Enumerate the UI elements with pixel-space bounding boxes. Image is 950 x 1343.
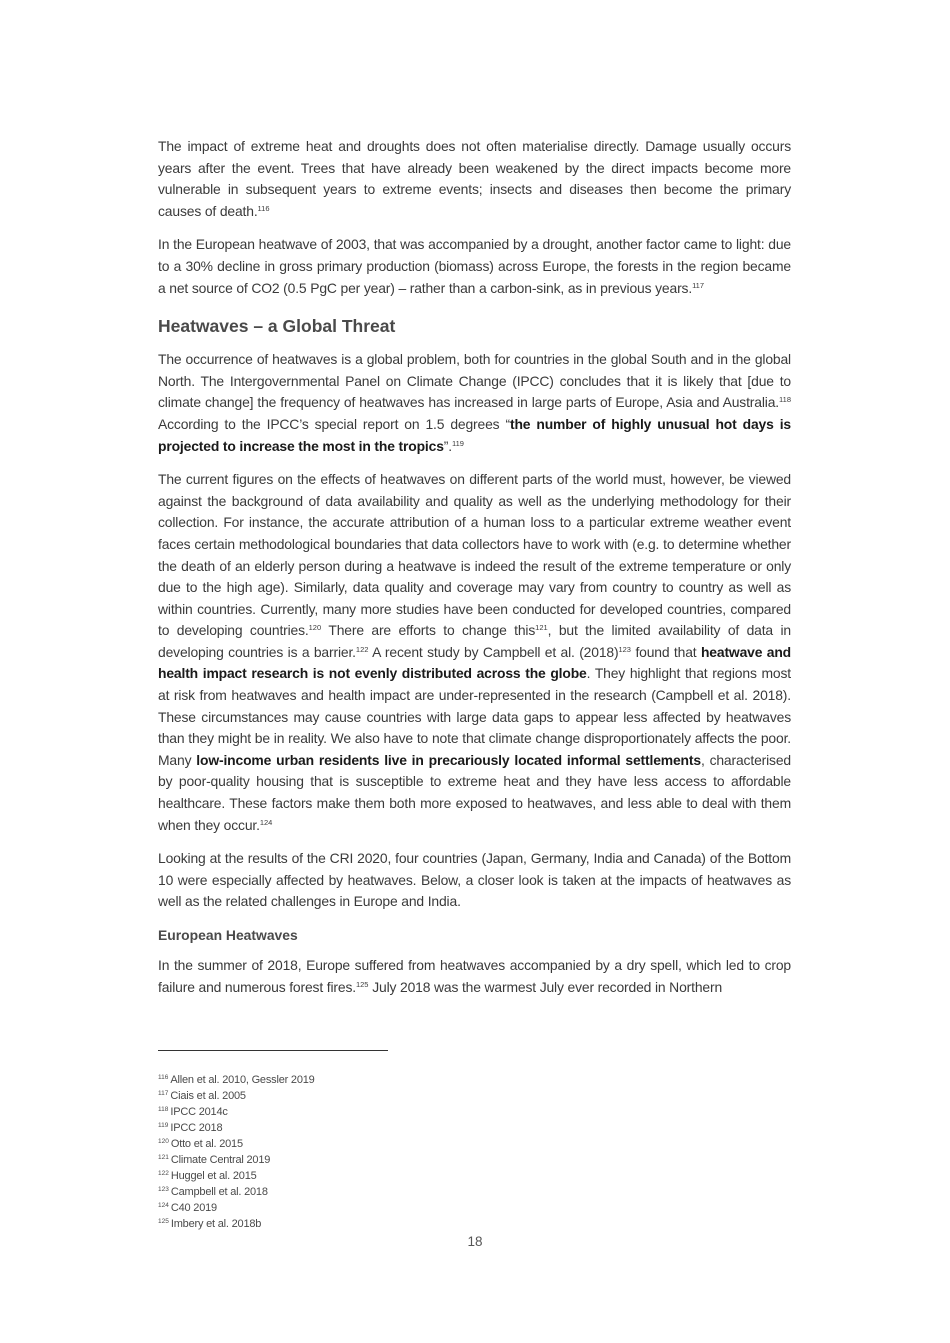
paragraph-global-problem: The occurrence of heatwaves is a global problem, both for countries in the global South and in the global North. The Intergovernmental Panel on Climate Change (IPCC) concludes that it is likely that [due to climate change] the frequency of heatwaves has increased in large parts of Europe, Asia and Australia.$^{118}$ According to the IPCC’s special report on 1.5 degrees “the number of highly unusual hot days is projected to increase the most in the tropics”.$^{119}$ (158, 351, 791, 454)
footnote-ref[interactable]: 116 (257, 203, 270, 213)
footnote-item: $^{121}$ Climate Central 2019 (158, 1154, 271, 1166)
footnote-ref[interactable]: 117 (692, 280, 705, 290)
footnote-item: $^{122}$ Huggel et al. 2015 (158, 1170, 257, 1182)
footnote-ref[interactable]: 120 (308, 623, 322, 633)
paragraph-summer-2018: In the summer of 2018, Europe suffered from heatwaves accompanied by a dry spell, which led to crop failure and numerous forest fires.$^{125}$ July 2018 was the warmest July ever recorded in Northern (158, 957, 791, 995)
footnote-ref[interactable]: 119 (451, 438, 464, 448)
footnote-ref[interactable]: 122 (355, 644, 369, 654)
paragraph-data-availability: The current figures on the effects of heatwaves on different parts of the world must, however, be viewed against the background of data availability and quality as well as the underlying methodology for their collection. For instance, the accurate attribution of a human loss to a particular extreme weather event faces certain methodological boundaries that data collectors have to work with (e.g. to determine whether the death of an elderly person during a heatwave is indeed the result of the extreme temperature or only due to the high age). Similarly, data quality and coverage may vary from country to country as well as within countries. Currently, many more studies have been conducted for developed countries, compared to developing countries.$^{120}$ There are efforts to change this$^{121}$, but the limited availability of data in developing countries is a barrier.$^{122}$ A recent study by Campbell et al. $(2018)^{123}$ found that heatwave and health impact research is not evenly distributed across the globe. They highlight that regions most at risk from heatwaves and health impact are under-represented in the research (Campbell et al. 2018). These circumstances may cause countries with large data gaps to appear less affected by heatwaves than they might be in reality. We also have to note that climate change disproportionately affects the poor. Many low-income urban residents live in precariously located informal settlements, characterised by poor-quality housing that is susceptible to extreme heat and they have less access to affordable healthcare. These factors make them both more exposed to heatwaves, and less able to deal with them when they occur.$^{124}$ (158, 471, 792, 833)
footnote-item: $^{119}$ IPCC 2018 (158, 1122, 223, 1134)
footnote-ref[interactable]: 123 (618, 644, 631, 654)
paragraph-heatwave-2003: In the European heatwave of 2003, that was accompanied by a drought, another factor came to light: due to a 30% decline in gross primary production (biomass) across Europe, the forests in the region became a net source of CO2 (0.5 PgC per year) – rather than a carbon-sink, as in previous years.$^{117}$ (158, 236, 791, 296)
footnote-ref[interactable]: 121 (535, 623, 548, 633)
footnote-item: $^{116}$ Allen et al. 2010, Gessler 2019 (158, 1074, 315, 1086)
subheading-european-heatwaves: European Heatwaves (158, 927, 298, 943)
footnote-item: $^{120}$ Otto et al. 2015 (158, 1138, 243, 1150)
footnote-ref[interactable]: 125 (355, 979, 369, 989)
emphasis-text: heatwave and health impact research is not evenly distributed across the globe (158, 643, 792, 682)
footnote-ref[interactable]: 124 (259, 817, 273, 827)
footnote-item: $^{117}$ Ciais et al. 2005 (158, 1090, 246, 1102)
paragraph-drought-impact: The impact of extreme heat and droughts does not often materialise directly. Damage usually occurs years after the event. Trees that have already been weakened by the direct impacts become more vulnerable in subsequent years to extreme events; insects and diseases then become the primary causes of death.$^{116}$ (158, 138, 791, 219)
footnote-item: $^{125}$ Imbery et al. 2018b (158, 1218, 262, 1230)
footnote-item: $^{118}$ IPCC 2014c (158, 1106, 228, 1118)
footnote-ref[interactable]: 118 (779, 395, 791, 405)
footnote-item: $^{124}$ C40 2019 (158, 1202, 217, 1214)
emphasis-text: the number of highly unusual hot days is projected to increase the most in the tropics (158, 415, 791, 454)
emphasis-text: low-income urban residents live in precariously located informal settlements (196, 751, 701, 768)
footnote-item: $^{123}$ Campbell et al. 2018 (158, 1186, 268, 1198)
page-number: 18 (467, 1234, 483, 1249)
footnotes (158, 1072, 315, 1232)
main-content (158, 136, 791, 1010)
paragraph-cri-2020: Looking at the results of the CRI 2020, four countries (Japan, Germany, India and Canada) of the Bottom 10 were especially affected by heatwaves. Below, a closer look is taken at the impacts of heatwaves as well as the related challenges in Europe and India. (158, 850, 791, 910)
footnote-divider (158, 1050, 388, 1051)
section-heading-global-threat: Heatwaves – a Global Threat (158, 316, 396, 337)
